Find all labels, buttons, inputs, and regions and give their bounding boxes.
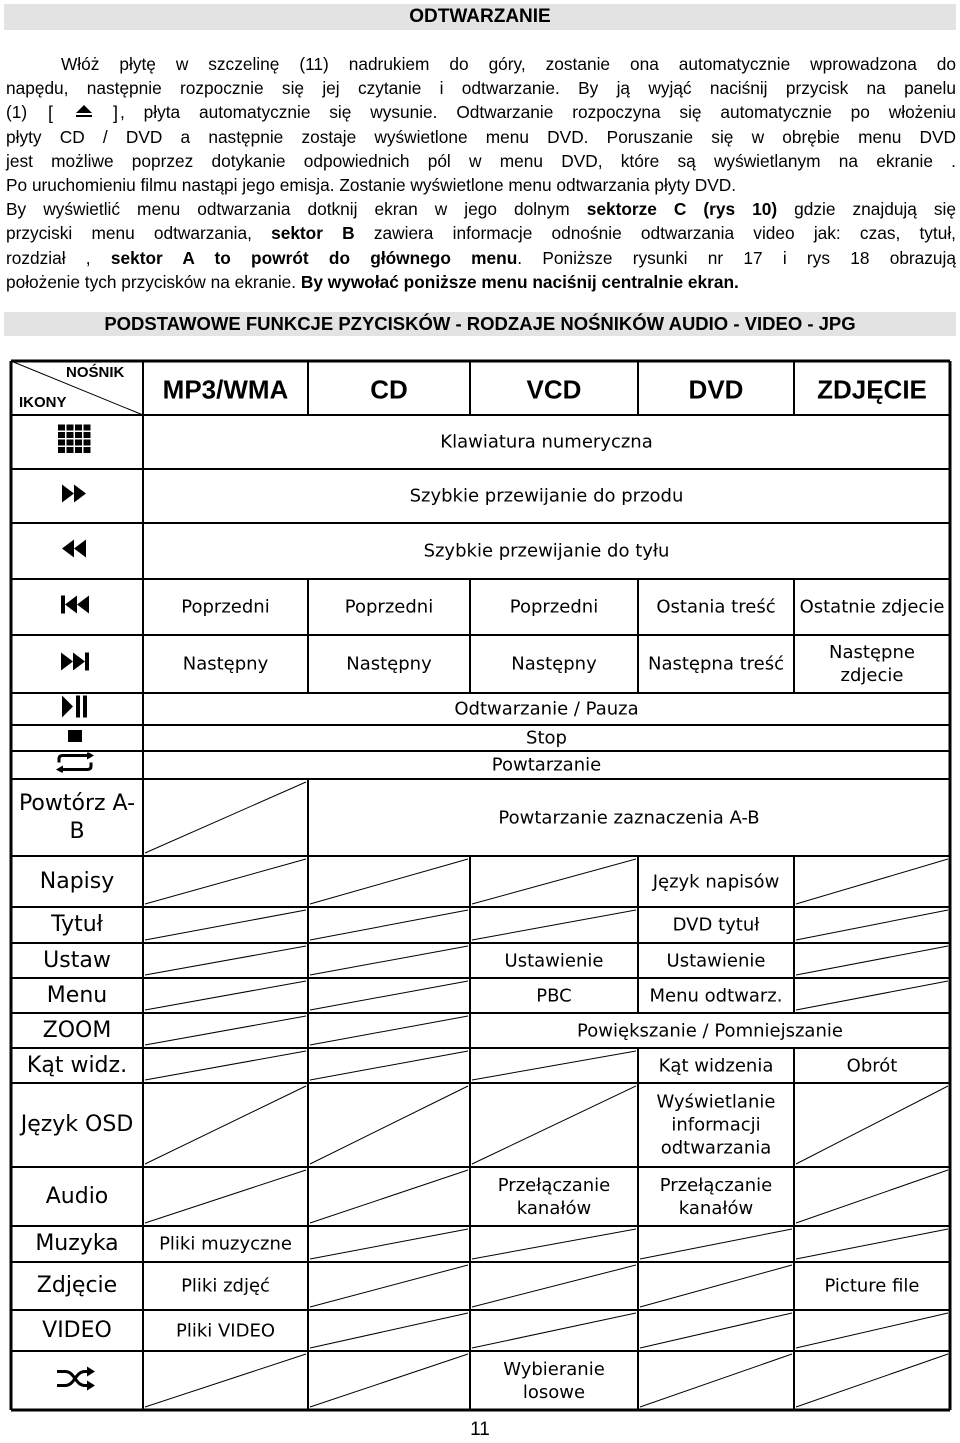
grid-line <box>472 1265 636 1307</box>
grid-line <box>472 910 636 940</box>
column-header: ZDJĘCIE <box>817 374 927 405</box>
grid-line <box>310 1016 468 1045</box>
row-label: VIDEO <box>42 1317 112 1343</box>
table-cell: PBC <box>536 985 572 1006</box>
grid-line <box>310 981 468 1010</box>
column-header: VCD <box>526 374 582 405</box>
table-cell: Kąt widzenia <box>658 1055 774 1076</box>
table-cell: Powiększanie / Pomniejszanie <box>577 1020 843 1041</box>
grid-line <box>310 1170 468 1223</box>
grid-line <box>145 946 306 975</box>
grid-line <box>310 1265 468 1307</box>
intro-segment: (1) <box>6 102 28 123</box>
table-cell: Powtarzanie zaznaczenia A-B <box>498 807 760 828</box>
grid-line <box>796 1086 948 1164</box>
intro-segment: zawiera informacje odnośnie odtwarzania video jak: czas, tytuł, <box>354 223 956 244</box>
row-label: Ustaw <box>43 947 111 973</box>
grid-line <box>796 1354 948 1407</box>
grid-line <box>310 946 468 975</box>
intro-segment: rozdział , <box>6 247 111 268</box>
table-cell: Pliki zdjęć <box>181 1275 270 1297</box>
table-cell: Szybkie przewijanie do przodu <box>409 485 684 507</box>
row-label: Menu <box>46 982 108 1008</box>
table-cell: Następna treść <box>647 653 784 675</box>
column-header: MP3/WMA <box>162 374 289 405</box>
page-number: 11 <box>470 1419 490 1440</box>
table-cell: Poprzedni <box>509 596 599 618</box>
repeat-icon <box>55 753 95 773</box>
grid-line <box>472 1086 636 1164</box>
intro-segment: gdzie znajdują się <box>777 199 957 220</box>
grid-line <box>472 859 636 904</box>
grid-line <box>310 910 468 940</box>
table-cell: Menu odtwarz. <box>649 985 783 1006</box>
skip-previous-icon <box>61 596 89 614</box>
intro-emphasis: sektor A to powrót do głównego menu <box>110 247 518 268</box>
skip-next-icon <box>61 653 89 676</box>
table-cell: Powtarzanie <box>491 754 602 776</box>
grid-line <box>145 1051 306 1080</box>
grid-line <box>145 1354 306 1407</box>
table-cell: Poprzedni <box>181 596 270 618</box>
fast-forward-icon <box>62 485 88 508</box>
intro-segment: By wyświetlić menu odtwarzania dotknij ekran w jego dolnym <box>6 199 587 220</box>
row-label: Tytuł <box>51 912 103 937</box>
intro-emphasis: By wywołać poniższe menu naciśnij centralnie ekran. <box>300 271 739 292</box>
table-cell: Przełączanie kanałów <box>497 1174 611 1219</box>
table-cell: Odtwarzanie / Pauza <box>454 698 639 720</box>
table-cell: Wybieranie losowe <box>503 1358 605 1403</box>
grid-line <box>796 1170 948 1223</box>
section-heading: PODSTAWOWE FUNKCJE PZYCISKÓW - RODZAJE NOŚNIKÓW AUDIO - VIDEO - JPG <box>4 312 956 336</box>
table-cell: Picture file <box>824 1275 920 1297</box>
table-cell: Szybkie przewijanie do tyłu <box>423 540 670 562</box>
table-cell: Następne zdjecie <box>829 642 915 686</box>
intro-line: napędu, następnie rozpocznie się jej czytanie i odtwarzanie. By ją wyjąć naciśnij przycisk na panelu <box>6 78 956 99</box>
play-pause-icon <box>62 696 88 723</box>
intro-line: Po uruchomieniu filmu nastąpi jego emisja. Zostanie wyświetlone menu odtwarzania płyty DVD. <box>6 175 736 196</box>
grid-line <box>640 1354 792 1407</box>
table-cell: Język napisów <box>652 871 780 892</box>
grid-line <box>796 1313 948 1348</box>
shuffle-icon <box>55 1366 95 1395</box>
grid-line <box>796 1229 948 1259</box>
table-cell: Klawiatura numeryczna <box>440 431 653 453</box>
grid-line <box>310 1229 468 1259</box>
grid-line <box>310 1313 468 1348</box>
skip-previous-icon <box>61 596 89 619</box>
table-cell: Pliki VIDEO <box>175 1320 276 1341</box>
row-label: ZOOM <box>42 1017 112 1043</box>
table-cell: Następny <box>346 653 432 675</box>
eject-icon: [ ] <box>47 103 118 124</box>
keypad-icon <box>58 425 92 455</box>
fast-forward-icon <box>62 485 88 503</box>
grid-line <box>145 1086 306 1164</box>
intro-line: Włóż płytę w szczelinę (11) nadrukiem do góry, zostanie ona automatycznie wprowadzona do <box>61 54 956 74</box>
table-cell: Następny <box>511 653 597 675</box>
table-cell: Przełączanie kanałów <box>659 1174 773 1219</box>
intro-emphasis: sektorze C (rys 10) <box>586 199 778 220</box>
grid-line <box>640 1229 792 1259</box>
table-cell: Ostania treść <box>656 596 776 618</box>
row-label: Muzyka <box>35 1231 119 1256</box>
stop-icon <box>68 729 82 747</box>
intro-emphasis: sektor B <box>271 223 355 244</box>
grid-line <box>310 1051 468 1080</box>
table-cell: Ostatnie zdjecie <box>799 596 945 618</box>
skip-next-icon <box>61 653 89 671</box>
grid-line <box>310 1086 468 1164</box>
row-label: Powtórz A-B <box>18 790 136 844</box>
column-header: DVD <box>688 374 744 405</box>
grid-line <box>796 981 948 1010</box>
corner-label-icons: IKONY <box>19 394 67 411</box>
page-heading: ODTWARZANIE <box>4 4 956 30</box>
table-cell: Wyświetlanie informacji odtwarzania <box>656 1091 776 1159</box>
table-cell: Obrót <box>846 1055 898 1076</box>
rewind-icon <box>62 540 88 558</box>
keypad-icon <box>58 425 92 460</box>
play-pause-icon <box>62 696 88 718</box>
table-cell: Następny <box>182 653 269 675</box>
grid-line <box>472 1229 636 1259</box>
intro-segment: . Poniższe rysunki nr 17 i rys 18 obrazują <box>517 247 956 268</box>
repeat-icon <box>55 753 95 778</box>
grid-line <box>640 1265 792 1307</box>
grid-line <box>796 910 948 940</box>
intro-segment: położenie tych przycisków na ekranie. <box>6 271 301 292</box>
row-label: Audio <box>45 1183 109 1209</box>
rewind-icon <box>62 540 88 563</box>
row-label: Zdjęcie <box>36 1273 118 1298</box>
grid-line <box>310 859 468 904</box>
table-cell: Poprzedni <box>344 596 434 618</box>
stop-icon <box>68 730 82 742</box>
table-cell: DVD tytuł <box>672 914 760 936</box>
grid-line <box>145 782 306 853</box>
grid-line <box>472 1051 636 1080</box>
table-cell: Ustawienie <box>666 950 766 971</box>
grid-line <box>796 859 948 904</box>
grid-line <box>145 1016 306 1045</box>
table-cell: Ustawienie <box>504 950 604 971</box>
grid-line <box>640 1313 792 1348</box>
row-label: Kąt widz. <box>26 1052 128 1078</box>
row-label: Język OSD <box>20 1112 134 1137</box>
grid-line <box>145 910 306 940</box>
table-cell: Stop <box>526 727 567 749</box>
grid-line <box>310 1354 468 1407</box>
grid-line <box>145 859 306 904</box>
intro-line: płyty CD / DVD a następnie zostaje wyświetlone menu DVD. Poruszanie się w obrębie menu DVD <box>6 126 956 147</box>
intro-segment: , płyta automatycznie się wysunie. Odtwarzanie rozpoczyna się automatycznie po włożeniu <box>119 102 956 123</box>
corner-label-medium: NOŚNIK <box>66 364 125 381</box>
intro-segment: przyciski menu odtwarzania, <box>6 223 272 244</box>
grid-line <box>796 946 948 975</box>
column-header: CD <box>370 374 408 405</box>
grid-line <box>472 1313 636 1348</box>
grid-line <box>145 1170 306 1223</box>
shuffle-icon <box>55 1366 95 1390</box>
grid-line <box>145 981 306 1010</box>
row-label: Napisy <box>39 868 115 894</box>
table-cell: Pliki muzyczne <box>159 1233 292 1255</box>
intro-line: jest możliwe poprzez dotykanie odpowiednich pól w menu DVD, które są wyświetlanym na ekranie . <box>6 150 956 171</box>
